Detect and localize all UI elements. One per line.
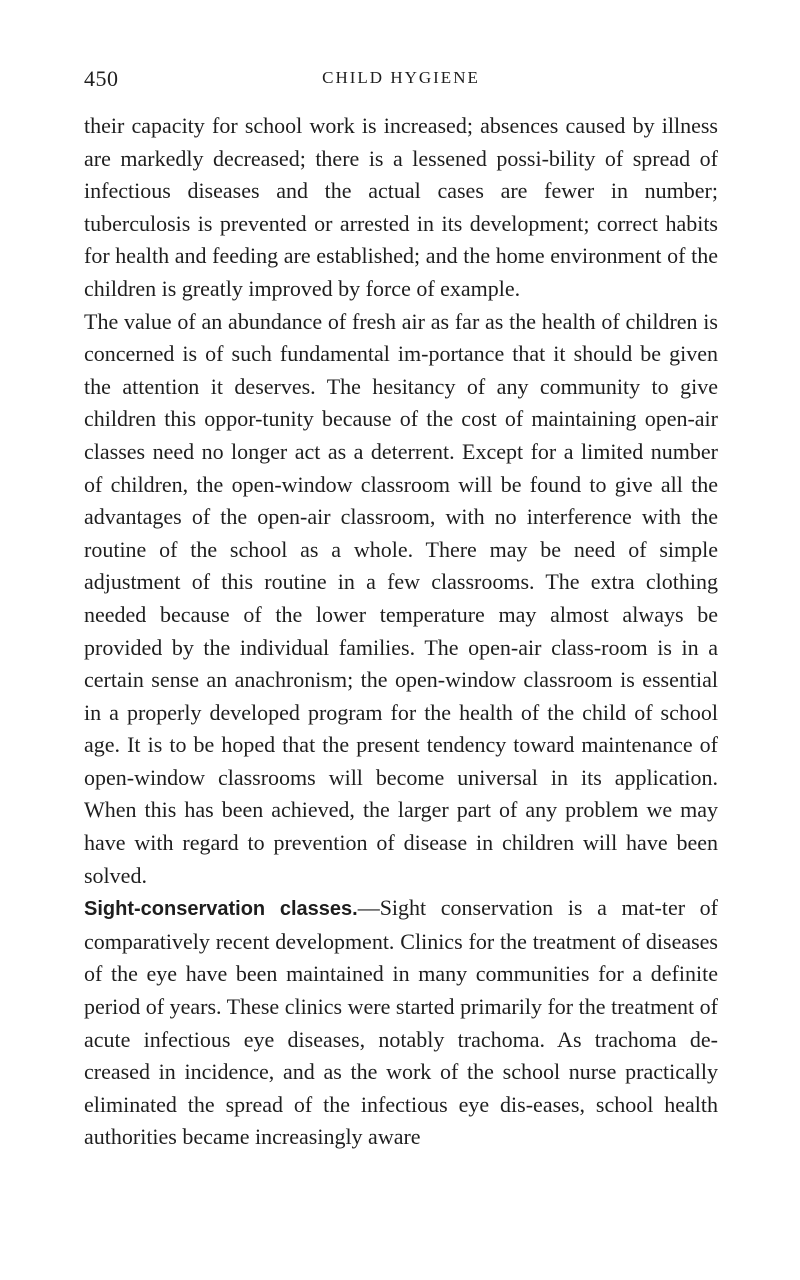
paragraph-1: their capacity for school work is increased; absences caused by illness are markedly decreased; there is a lessened possi-bility of spread of infectious diseases and the actual cases are fewer in number; tuberculosis is prevented or arrested in its development; correct habits for health and feeding are established; and the home environment of the children is greatly improved by force of example. (84, 113, 718, 301)
body-text (84, 110, 718, 1154)
running-title: CHILD HYGIENE (322, 68, 480, 87)
paragraph-3 (84, 892, 718, 1154)
paragraph-2: The value of an abundance of fresh air as far as the health of children is concerned is of such fundamental im-portance that it should be given the attention it deserves. The hesitancy of any community to give children this oppor-tunity because of the cost of maintaining open-air classes need no longer act as a deterrent. Except for a limited number of children, the open-window classroom will be found to give all the advantages of the open-air classroom, with no interference with the routine of the school as a whole. There may be need of simple adjustment of this routine in a few classrooms. The extra clothing needed because of the lower temperature may almost always be provided by the individual families. The open-air class-room is in a certain sense an anachronism; the open-window classroom is essential in a properly developed program for the health of the child of school age. It is to be hoped that the present tendency toward maintenance of open-window classrooms will become universal in its application. When this has been achieved, the larger part of any problem we may have with regard to prevention of disease in children will have been solved. (84, 308, 718, 888)
paragraph-3-text: —Sight conservation is a mat-ter of comparatively recent development. Clinics for the treatment of diseases of the eye have been maintained in many communities for a definite period of years. These clinics were started primarily for the treatment of acute infectious eye diseases, notably trachoma. As trachoma de-creased in incidence, and as the work of the school nurse practically eliminated the spread of the infectious eye dis-eases, school health authorities became increasingly aware (84, 895, 719, 1150)
running-head (84, 64, 718, 92)
section-heading-sight-conservation: Sight-conservation classes. (84, 898, 358, 921)
book-page (84, 64, 718, 1154)
page-number: 450 (84, 66, 119, 91)
